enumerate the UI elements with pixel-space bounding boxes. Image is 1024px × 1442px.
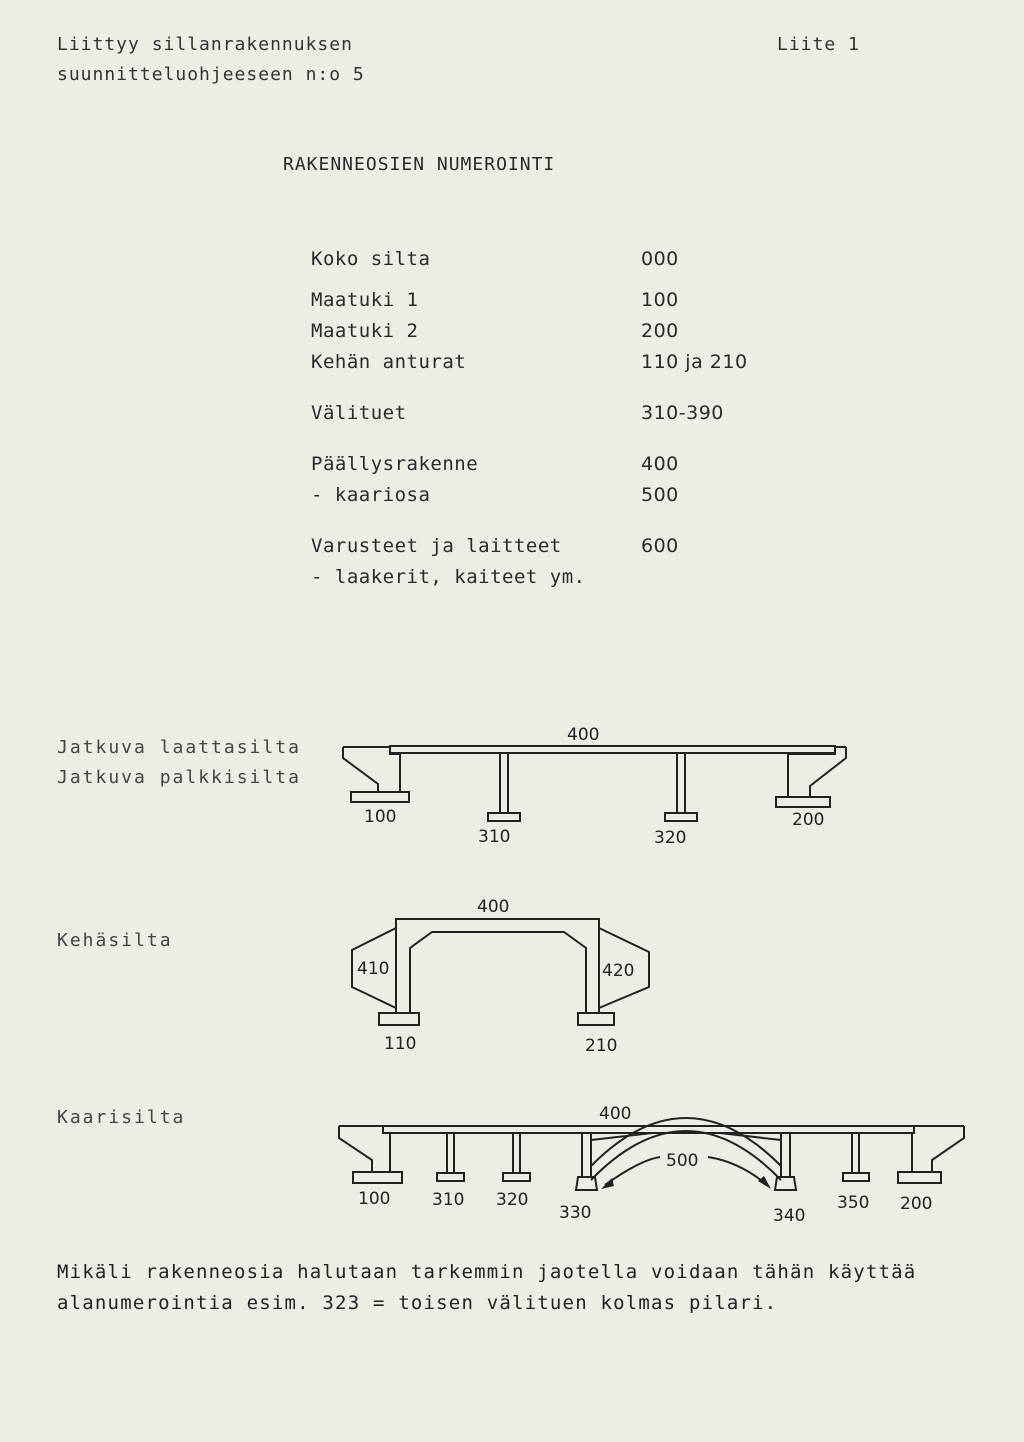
frame-label: Kehäsilta: [57, 930, 173, 951]
arch-deck-label: 400: [599, 1104, 632, 1124]
table-value: 200: [641, 320, 679, 342]
table-value: 400: [641, 453, 679, 475]
beam-abut2-label: 200: [792, 810, 825, 830]
beam-pier2-label: 320: [654, 828, 687, 848]
frame-footing-210: [578, 1013, 614, 1025]
note-line-1: Mikäli rakenneosia halutaan tarkemmin jaotella voidaan tähän käyttää: [57, 1261, 917, 1283]
beam-abutment-left: [343, 747, 400, 792]
table-value: 000: [641, 248, 679, 270]
frame-inner: [410, 932, 586, 1013]
arch-abut2-label: 200: [900, 1194, 933, 1214]
beam-bridge-drawing: [343, 725, 846, 848]
frame-leg2-label: 420: [602, 961, 635, 981]
table-value: 600: [641, 535, 679, 557]
arch-arrow-right: [708, 1157, 767, 1185]
table-value: 110 ja 210: [641, 351, 748, 373]
beam-label-2: Jatkuva palkkisilta: [57, 767, 301, 788]
frame-foot1-label: 110: [384, 1034, 417, 1054]
table-label: Varusteet ja laitteet: [311, 535, 562, 557]
table-value: 310-390: [641, 402, 724, 424]
arch-pier-340: [781, 1133, 790, 1177]
beam-deck: [390, 746, 835, 753]
arch-pier-310: [447, 1133, 454, 1173]
arch-abutment-left: [339, 1126, 390, 1172]
table-value: 500: [641, 484, 679, 506]
beam-pier1-label: 310: [478, 827, 511, 847]
table-label: Maatuki 1: [311, 289, 419, 311]
beam-abut1-label: 100: [364, 807, 397, 827]
table-label: Kehän anturat: [311, 351, 467, 373]
arch-p310-label: 310: [432, 1190, 465, 1210]
table-label: Päällysrakenne: [311, 453, 479, 475]
arch-deck: [383, 1126, 914, 1133]
arch-label: Kaarisilta: [57, 1107, 186, 1128]
header-left-line1: Liittyy sillanrakennuksen: [57, 34, 353, 55]
beam-pier-320: [677, 753, 685, 813]
frame-deck-label: 400: [477, 897, 510, 917]
frame-leg1-label: 410: [357, 959, 390, 979]
table-label: Välituet: [311, 402, 407, 424]
note-line-2: alanumerointia esim. 323 = toisen välituen kolmas pilari.: [57, 1292, 778, 1314]
arch-pier-350: [852, 1133, 859, 1173]
arch-abut1-label: 100: [358, 1189, 391, 1209]
table-label: Koko silta: [311, 248, 431, 270]
arch-500-label: 500: [666, 1151, 699, 1171]
header-right: Liite 1: [777, 34, 860, 55]
beam-abutment-right: [788, 747, 846, 797]
beam-label-1: Jatkuva laattasilta: [57, 737, 301, 758]
arch-pier-320: [513, 1133, 520, 1173]
arch-arrow-left: [605, 1157, 660, 1185]
arch-abutment-right: [912, 1126, 964, 1172]
arch-p330-label: 330: [559, 1203, 592, 1223]
page-title: RAKENNEOSIEN NUMEROINTI: [283, 154, 556, 175]
arch-bridge-drawing: [339, 1104, 964, 1226]
table-label: Maatuki 2: [311, 320, 419, 342]
table-value: 100: [641, 289, 679, 311]
frame-footing-110: [379, 1013, 419, 1025]
frame-bridge-drawing: [352, 897, 649, 1056]
arch-p320-label: 320: [496, 1190, 529, 1210]
arch-pier-330: [582, 1133, 591, 1177]
table-label: - kaariosa: [311, 484, 431, 506]
arch-p350-label: 350: [837, 1193, 870, 1213]
header-left-line2: suunnitteluohjeeseen n:o 5: [57, 64, 365, 85]
beam-pier-310: [500, 753, 508, 813]
arch-p340-label: 340: [773, 1206, 806, 1226]
frame-outer: [396, 919, 599, 1013]
frame-foot2-label: 210: [585, 1036, 618, 1056]
table-label: - laakerit, kaiteet ym.: [311, 566, 586, 588]
beam-deck-label: 400: [567, 725, 600, 745]
